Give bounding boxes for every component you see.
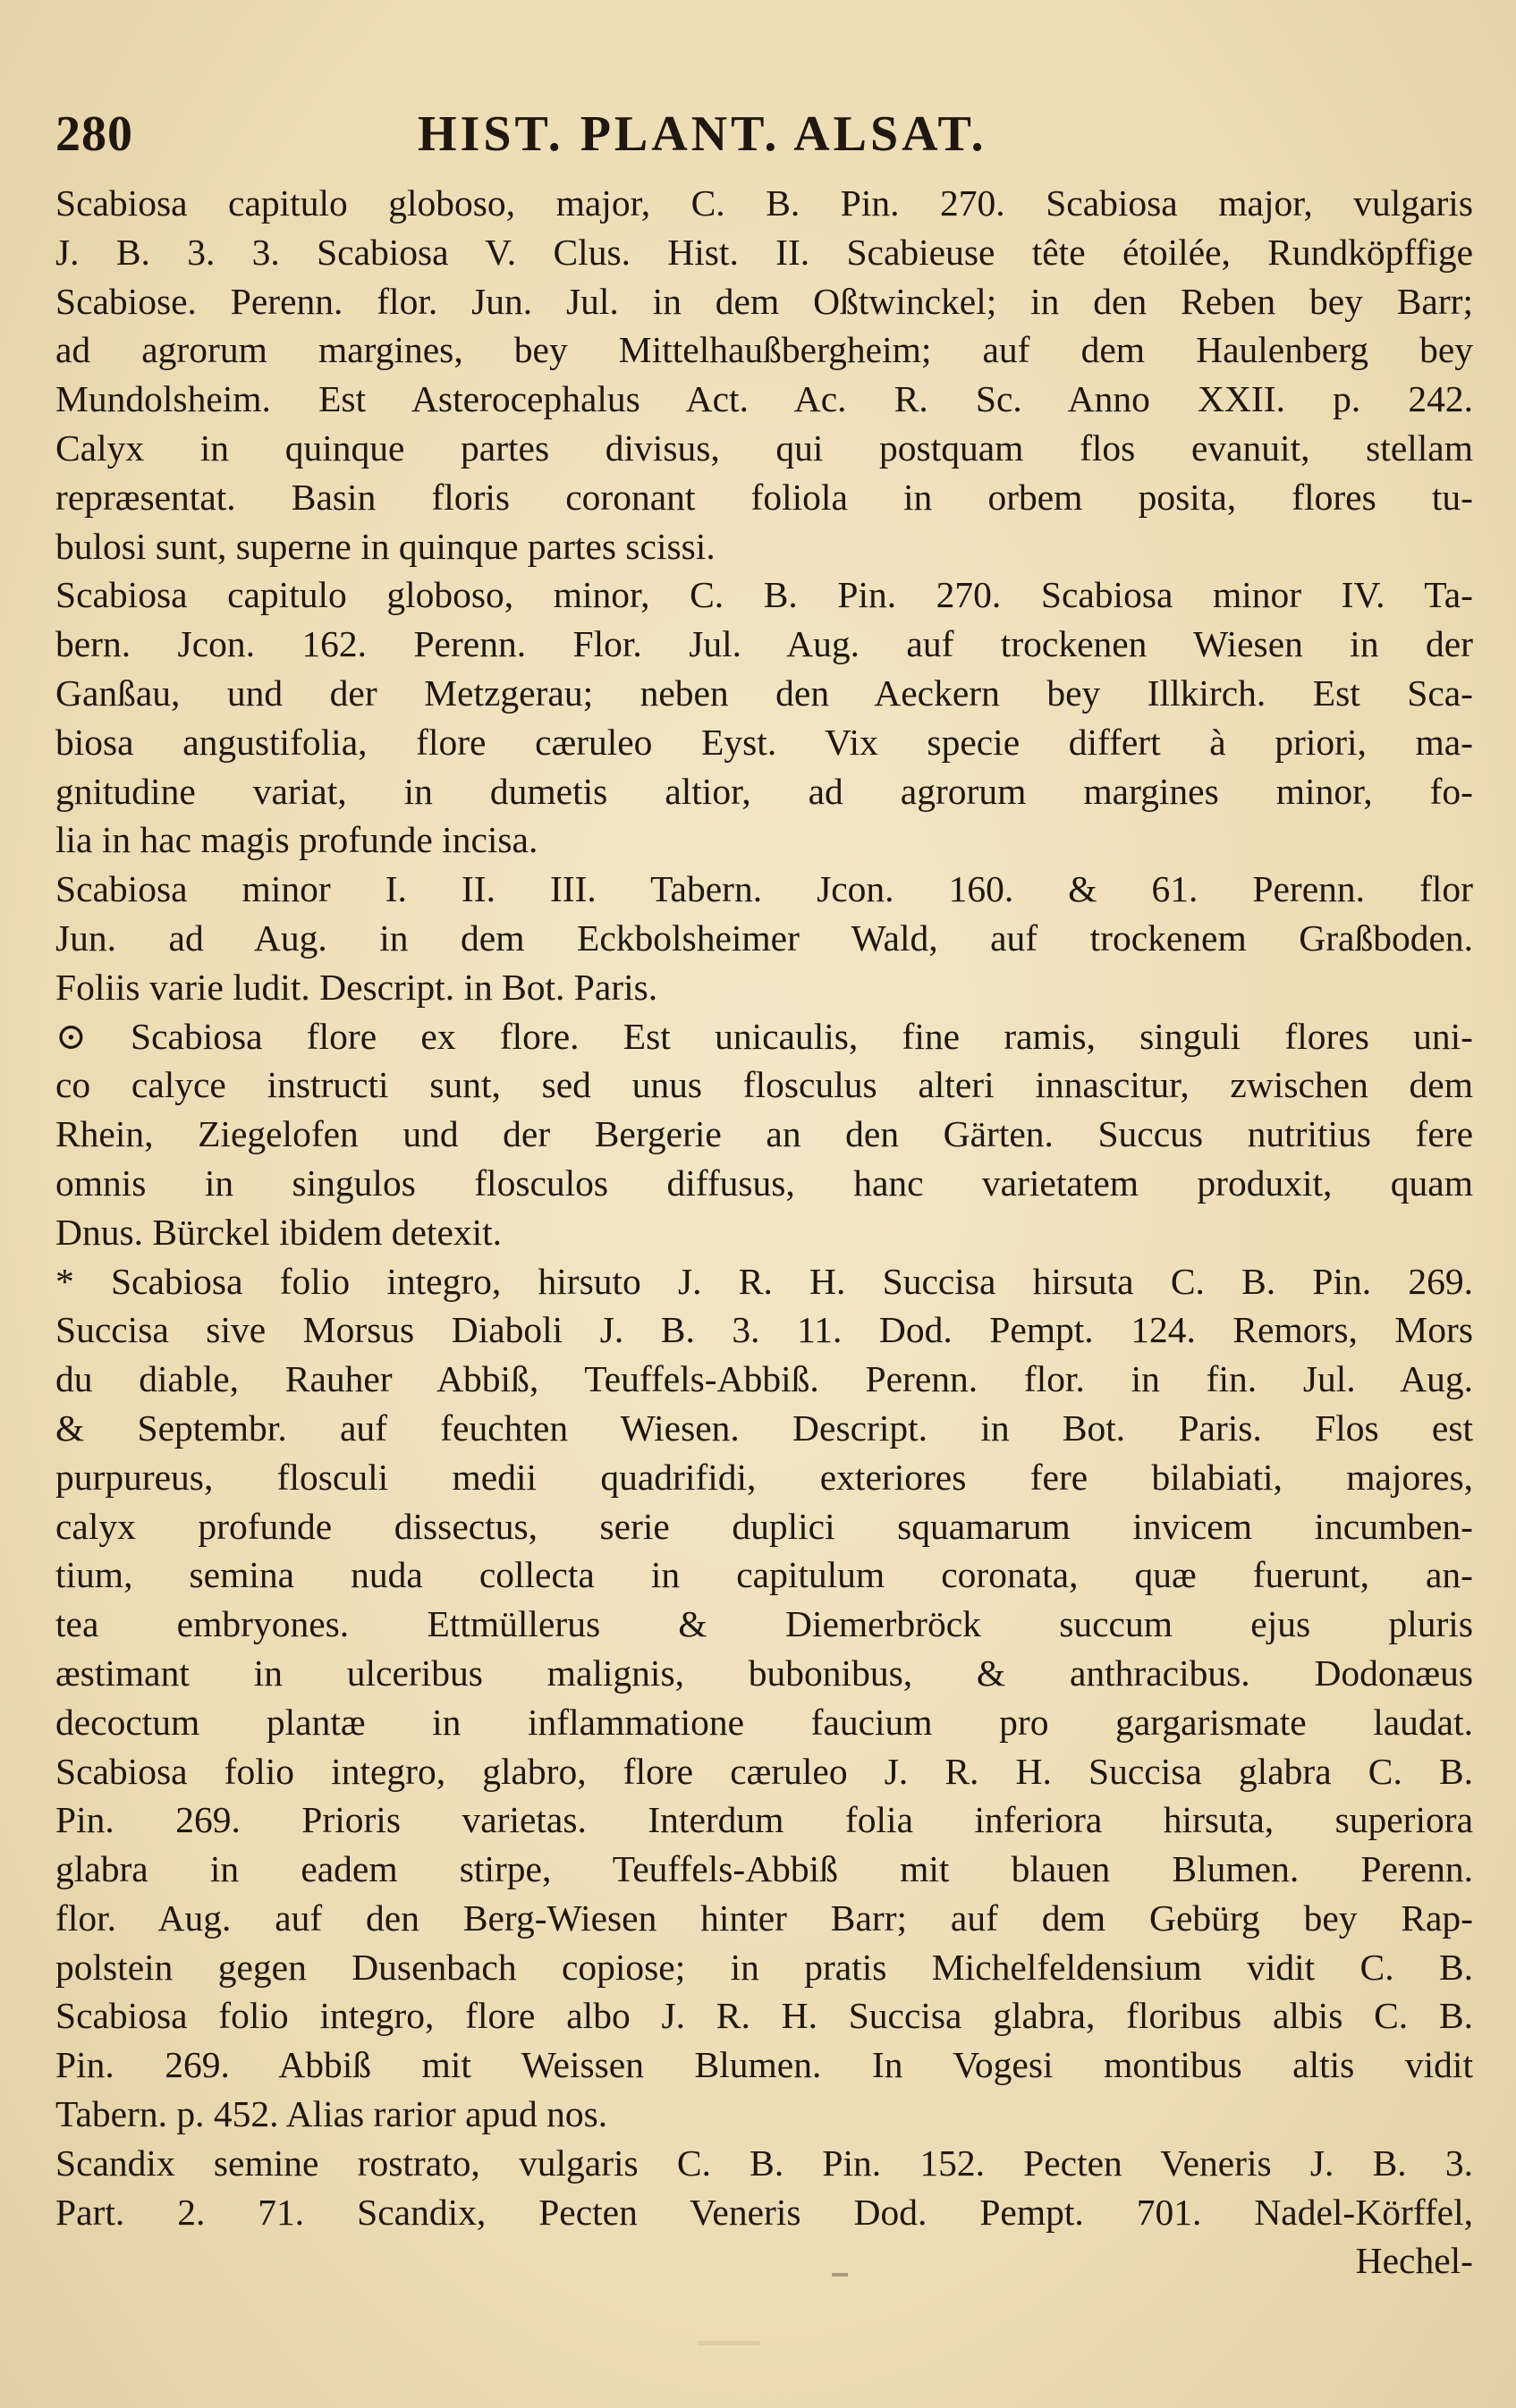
text-line: Scabiosa capitulo globoso, minor, C. B. Pin. 270. Scabiosa minor IV. Ta-	[55, 574, 1473, 616]
text-line: omnis in singulos flosculos diffusus, hanc varietatem produxit, quam	[55, 1162, 1473, 1204]
text-line: Rhein, Ziegelofen und der Bergerie an den Gärten. Succus nutritius fere	[55, 1113, 1473, 1155]
running-title: HIST. PLANT. ALSAT.	[418, 106, 987, 162]
text-line: Scabiosa capitulo globoso, major, C. B. Pin. 270. Scabiosa major, vulgaris	[55, 182, 1473, 224]
paper-mark	[698, 2341, 760, 2345]
page-number: 280	[55, 106, 133, 162]
text-line: tea embryones. Ettmüllerus & Diemerbröck succum ejus pluris	[55, 1603, 1473, 1645]
text-line: decoctum plantæ in inflammatione faucium pro gargarismate laudat.	[55, 1701, 1473, 1743]
text-line: ad agrorum margines, bey Mittelhaußbergheim; auf dem Haulenberg bey	[55, 329, 1473, 371]
text-line: J. B. 3. 3. Scabiosa V. Clus. Hist. II. Scabieuse tête étoilée, Rundköpffige	[55, 231, 1473, 273]
text-line: biosa angustifolia, flore cæruleo Eyst. Vix specie differt à priori, ma-	[55, 721, 1473, 763]
text-line: Jun. ad Aug. in dem Eckbolsheimer Wald, auf trockenem Graßboden.	[55, 917, 1473, 959]
text-line: Hechel-	[1355, 2240, 1473, 2282]
text-line: Tabern. p. 452. Alias rarior apud nos.	[55, 2093, 608, 2135]
text-line: bulosi sunt, superne in quinque partes scissi.	[55, 525, 716, 567]
text-line: Scandix semine rostrato, vulgaris C. B. Pin. 152. Pecten Veneris J. B. 3.	[55, 2142, 1473, 2184]
text-line: lia in hac magis profunde incisa.	[55, 819, 538, 861]
text-line: Succisa sive Morsus Diaboli J. B. 3. 11. Dod. Pempt. 124. Remors, Mors	[55, 1309, 1473, 1351]
text-line: gnitudine variat, in dumetis altior, ad agrorum margines minor, fo-	[55, 770, 1473, 812]
text-line: Pin. 269. Abbiß mit Weissen Blumen. In Vogesi montibus altis vidit	[55, 2044, 1473, 2086]
body-text	[55, 179, 1473, 2285]
text-line: purpureus, flosculi medii quadrifidi, exteriores fere bilabiati, majores,	[55, 1456, 1473, 1498]
text-line: polstein gegen Dusenbach copiose; in pratis Michelfeldensium vidit C. B.	[55, 1946, 1473, 1988]
text-line: glabra in eadem stirpe, Teuffels-Abbiß mit blauen Blumen. Perenn.	[55, 1848, 1473, 1890]
text-line: calyx profunde dissectus, serie duplici squamarum invicem incumben-	[55, 1505, 1473, 1547]
page-header	[55, 106, 1469, 177]
text-line: Dnus. Bürckel ibidem detexit.	[55, 1211, 503, 1253]
text-line: Pin. 269. Prioris varietas. Interdum folia inferiora hirsuta, superiora	[55, 1799, 1473, 1841]
text-line: repræsentat. Basin floris coronant foliola in orbem posita, flores tu-	[55, 476, 1473, 518]
text-line: Ganßau, und der Metzgerau; neben den Aeckern bey Illkirch. Est Sca-	[55, 672, 1473, 714]
text-line: bern. Jcon. 162. Perenn. Flor. Jul. Aug. auf trockenen Wiesen in der	[55, 623, 1473, 665]
text-line: du diable, Rauher Abbiß, Teuffels-Abbiß. Perenn. flor. in fin. Jul. Aug.	[55, 1358, 1473, 1400]
text-line: & Septembr. auf feuchten Wiesen. Descript. in Bot. Paris. Flos est	[55, 1407, 1473, 1449]
text-line: Scabiosa folio integro, flore albo J. R. H. Succisa glabra, floribus albis C. B.	[55, 1995, 1473, 2037]
text-line: Part. 2. 71. Scandix, Pecten Veneris Dod. Pempt. 701. Nadel-Körffel,	[55, 2191, 1473, 2233]
text-line: * Scabiosa folio integro, hirsuto J. R. H. Succisa hirsuta C. B. Pin. 269.	[55, 1260, 1473, 1302]
text-line: Scabiose. Perenn. flor. Jun. Jul. in dem Oßtwinckel; in den Reben bey Barr;	[55, 280, 1473, 322]
text-line: Foliis varie ludit. Descript. in Bot. Paris.	[55, 966, 658, 1008]
text-line: Calyx in quinque partes divisus, qui postquam flos evanuit, stellam	[55, 427, 1473, 469]
text-line: flor. Aug. auf den Berg-Wiesen hinter Barr; auf dem Gebürg bey Rap-	[55, 1897, 1473, 1939]
text-line: tium, semina nuda collecta in capitulum coronata, quæ fuerunt, an-	[55, 1554, 1473, 1596]
text-line: Scabiosa minor I. II. III. Tabern. Jcon. 160. & 61. Perenn. flor	[55, 868, 1473, 910]
text-line: Scabiosa folio integro, glabro, flore cæruleo J. R. H. Succisa glabra C. B.	[55, 1750, 1473, 1792]
text-line: Mundolsheim. Est Asterocephalus Act. Ac. R. Sc. Anno XXII. p. 242.	[55, 378, 1473, 420]
text-line: æstimant in ulceribus malignis, bubonibus, & anthracibus. Dodonæus	[55, 1652, 1473, 1694]
text-line: ⊙ Scabiosa flore ex flore. Est unicaulis, fine ramis, singuli flores uni-	[55, 1015, 1473, 1057]
printer-mark	[832, 2273, 848, 2277]
text-line: co calyce instructi sunt, sed unus flosculus alteri innascitur, zwischen dem	[55, 1064, 1473, 1106]
